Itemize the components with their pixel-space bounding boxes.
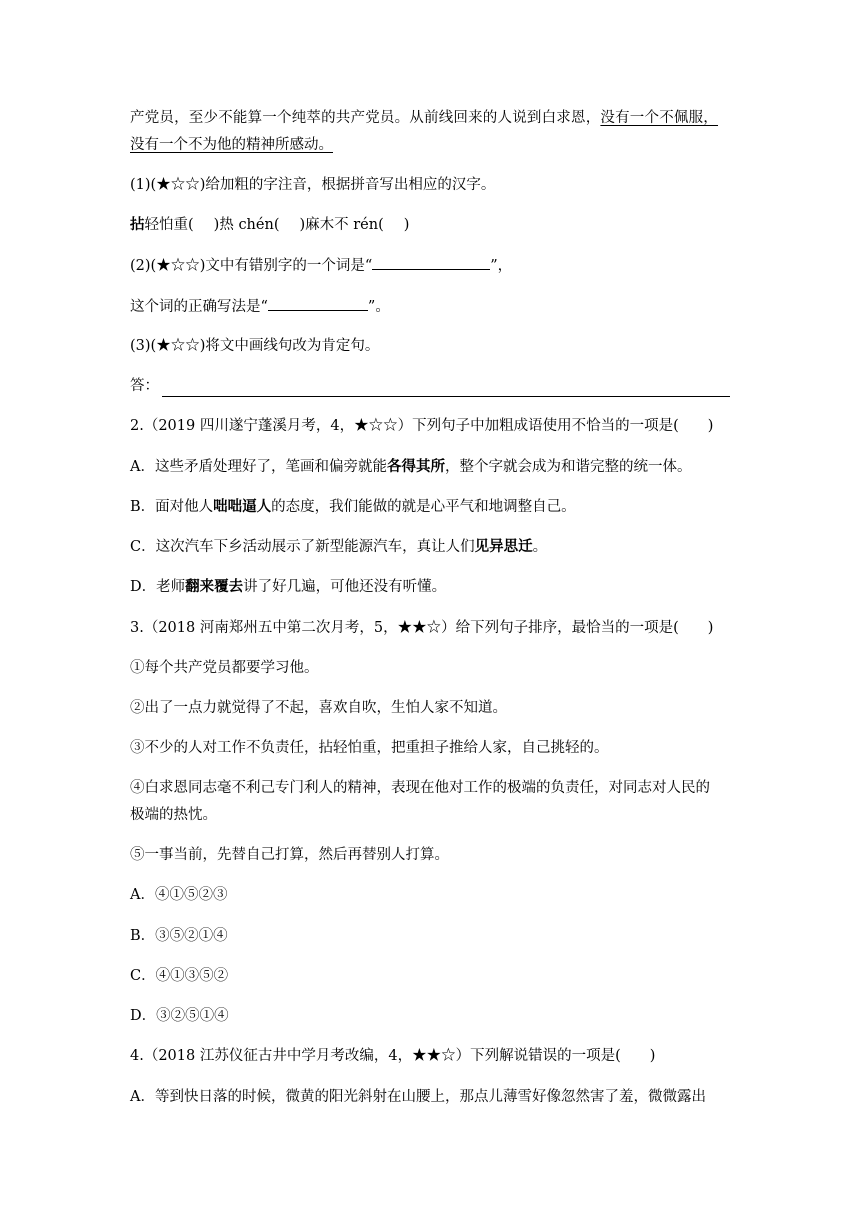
- intro-line-2: [130, 135, 730, 155]
- q2-option-d: D．老师翻来覆去讲了好几遍，可他还没有听懂。: [130, 578, 447, 595]
- answer-label: 答：: [130, 378, 159, 394]
- q3-sentence-3: ③不少的人对工作不负责任，拈轻怕重，把重担子推给人家，自己挑轻的。: [130, 740, 609, 756]
- q3-stem: 3.（2018 河南郑州五中第二次月考，5，★★☆）给下列句子排序，最恰当的一项是( ): [130, 620, 714, 636]
- q3-option-c: C．④①③⑤②: [130, 968, 229, 984]
- intro-line-1: 产党员，至少不能算一个纯萃的共产党员。从前线回来的人说到白求恩，没有一个不佩服，: [130, 110, 719, 126]
- q1-sub2: (2)(★☆☆)文中有错别字的一个词是“ ”，: [130, 255, 730, 276]
- q2-option-a: A．这些矛盾处理好了，笔画和偏旁就能各得其所，整个字就会成为和谐完整的统一体。: [130, 458, 692, 475]
- underlined-sentence-part-1: 没有一个不佩服，: [600, 110, 719, 126]
- bold-char: 拈: [130, 216, 145, 233]
- q3-option-b: B．③⑤②①④: [130, 928, 228, 944]
- q3-sentence-2: ②出了一点力就觉得了不起，喜欢自吹，生怕人家不知道。: [130, 700, 507, 716]
- q3-sentence-4b: 极端的热忱。: [130, 807, 217, 823]
- q1-pinyin-row: 拈轻怕重( )热 chén( )麻木不 rén( ): [130, 216, 410, 233]
- q1-sub3: (3)(★☆☆)将文中画线句改为肯定句。: [130, 338, 380, 354]
- q3-sentence-1: ①每个共产党员都要学习他。: [130, 660, 319, 676]
- answer-blank-2[interactable]: [268, 296, 368, 311]
- q4-stem: 4.（2018 江苏仪征古井中学月考改编，4，★★☆）下列解说错误的一项是( ): [130, 1048, 656, 1064]
- q2-option-c: C．这次汽车下乡活动展示了新型能源汽车，真让人们见异思迁。: [130, 538, 548, 555]
- q3-sentence-4a: ④白求恩同志毫不利己专门利人的精神，表现在他对工作的极端的负责任，对同志对人民的: [130, 780, 710, 796]
- answer-blank-1[interactable]: [372, 255, 490, 270]
- underlined-sentence-part-2: 没有一个不为他的精神所感动。: [130, 137, 333, 153]
- q4-option-a: A．等到快日落的时候，微黄的阳光斜射在山腰上，那点儿薄雪好像忽然害了羞，微微露出: [130, 1089, 706, 1105]
- q3-option-d: D．③②⑤①④: [130, 1008, 229, 1024]
- q1-sub1: (1)(★☆☆)给加粗的字注音，根据拼音写出相应的汉字。: [130, 177, 496, 193]
- q3-sentence-5: ⑤一事当前，先替自己打算，然后再替别人打算。: [130, 847, 449, 863]
- answer-line[interactable]: [162, 396, 730, 397]
- q1-sub2b: 这个词的正确写法是“ ”。: [130, 296, 730, 317]
- q2-option-b: B．面对他人咄咄逼人的态度，我们能做的就是心平气和地调整自己。: [130, 498, 576, 515]
- q3-option-a: A．④①⑤②③: [130, 887, 228, 903]
- q2-stem: 2.（2019 四川遂宁蓬溪月考，4，★☆☆）下列句子中加粗成语使用不恰当的一项是( ): [130, 418, 714, 434]
